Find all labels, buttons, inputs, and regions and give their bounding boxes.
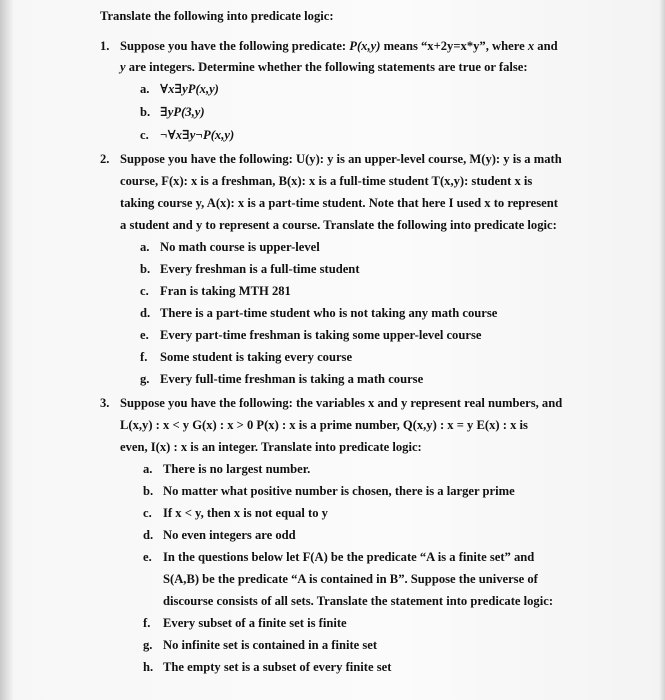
q2-line-4: a student and y to represent a course. Translate the following into predicate logic: bbox=[120, 218, 557, 232]
q2-item-b-text: Every freshman is a full-time student bbox=[160, 262, 360, 276]
q2-item-e-letter: e. bbox=[140, 328, 149, 342]
q3-item-c-text: If x < y, then x is not equal to y bbox=[163, 506, 328, 520]
q2-line-1: Suppose you have the following: U(y): y is an upper-level course, M(y): y is a math bbox=[120, 152, 562, 166]
q3-item-h-letter: h. bbox=[143, 660, 154, 674]
q1-and: and bbox=[537, 39, 558, 53]
q3-item-d-text: No even integers are odd bbox=[163, 528, 296, 542]
q1-line-2 bbox=[120, 59, 528, 75]
q1-var-x: x bbox=[527, 39, 535, 53]
q1-var-y: y bbox=[120, 60, 126, 74]
q2-item-f-letter: f. bbox=[140, 350, 148, 364]
q2-item-b-letter: b. bbox=[140, 262, 151, 276]
q2-item-d-letter: d. bbox=[140, 306, 151, 320]
q2-item-g-letter: g. bbox=[140, 372, 150, 386]
q2-item-d-text: There is a part-time student who is not taking any math course bbox=[160, 306, 498, 320]
q3-line-3: even, I(x) : x is an integer. Translate into predicate logic: bbox=[120, 440, 422, 454]
page-heading: Translate the following into predicate logic: bbox=[100, 9, 334, 23]
q1-item-b-letter: b. bbox=[140, 105, 151, 119]
q3-item-a-text: There is no largest number. bbox=[163, 462, 311, 476]
q3-item-f-letter: f. bbox=[143, 616, 151, 630]
q3-line-1: Suppose you have the following: the variables x and y represent real numbers, and bbox=[120, 396, 563, 410]
q2-line-2: course, F(x): x is a freshman, B(x): x is a full-time student T(x,y): student x is bbox=[120, 174, 533, 188]
q2-number: 2. bbox=[100, 152, 110, 166]
q1-text-1: Suppose you have the following predicate: bbox=[120, 39, 347, 53]
q2-item-a-letter: a. bbox=[140, 240, 150, 254]
q3-item-b-letter: b. bbox=[143, 484, 154, 498]
q3-item-e-line-2: S(A,B) be the predicate “A is contained in B”. Suppose the universe of bbox=[163, 572, 538, 586]
q3-number: 3. bbox=[100, 396, 110, 410]
q2-item-f-text: Some student is taking every course bbox=[160, 350, 353, 364]
q3-item-e-line-3: discourse consists of all sets. Translate the statement into predicate logic: bbox=[163, 594, 554, 608]
q1-text-2: means “x+2y=x*y”, where bbox=[383, 39, 525, 53]
q1-line-1 bbox=[120, 38, 558, 54]
q3-item-a-letter: a. bbox=[143, 462, 153, 476]
q3-item-e-letter: e. bbox=[143, 550, 152, 564]
q3-item-d-letter: d. bbox=[143, 528, 154, 542]
q2-item-e-text: Every part-time freshman is taking some upper-level course bbox=[160, 328, 482, 342]
q1-item-a-letter: a. bbox=[140, 82, 150, 96]
q2-line-3: taking course y, A(x): x is a part-time student. Note that here I used x to represent bbox=[120, 196, 558, 210]
q1-predicate: P(x,y) bbox=[349, 39, 381, 53]
q3-item-e-line-1: In the questions below let F(A) be the predicate “A is a finite set” and bbox=[163, 550, 535, 564]
q3-item-c-letter: c. bbox=[143, 506, 152, 520]
q1-line-2-rest: are integers. Determine whether the following statements are true or false: bbox=[128, 60, 528, 74]
q1-item-c-letter: c. bbox=[140, 128, 149, 142]
q1-number: 1. bbox=[100, 39, 110, 53]
q3-item-g-text: No infinite set is contained in a finite set bbox=[163, 638, 378, 652]
q3-item-b-text: No matter what positive number is chosen, there is a larger prime bbox=[163, 484, 515, 498]
page-shadow-left bbox=[0, 0, 14, 700]
q3-item-g-letter: g. bbox=[143, 638, 153, 652]
q2-item-c-letter: c. bbox=[140, 284, 149, 298]
q1-item-c-expr: ¬∀x∃y¬P(x,y) bbox=[160, 128, 235, 142]
q3-item-h-text: The empty set is a subset of every finite set bbox=[163, 660, 392, 674]
q3-line-2: L(x,y) : x < y G(x) : x > 0 P(x) : x is a prime number, Q(x,y) : x = y E(x) : x is bbox=[120, 418, 528, 432]
q2-item-g-text: Every full-time freshman is taking a math course bbox=[160, 372, 424, 386]
page-shadow-right bbox=[659, 0, 665, 700]
q3-item-f-text: Every subset of a finite set is finite bbox=[163, 616, 347, 630]
q1-item-a-expr: ∀x∃yP(x,y) bbox=[160, 82, 219, 96]
q2-item-a-text: No math course is upper-level bbox=[160, 240, 320, 254]
q1-item-b-expr: ∃yP(3,y) bbox=[160, 105, 205, 119]
q2-item-c-text: Fran is taking MTH 281 bbox=[160, 284, 291, 298]
